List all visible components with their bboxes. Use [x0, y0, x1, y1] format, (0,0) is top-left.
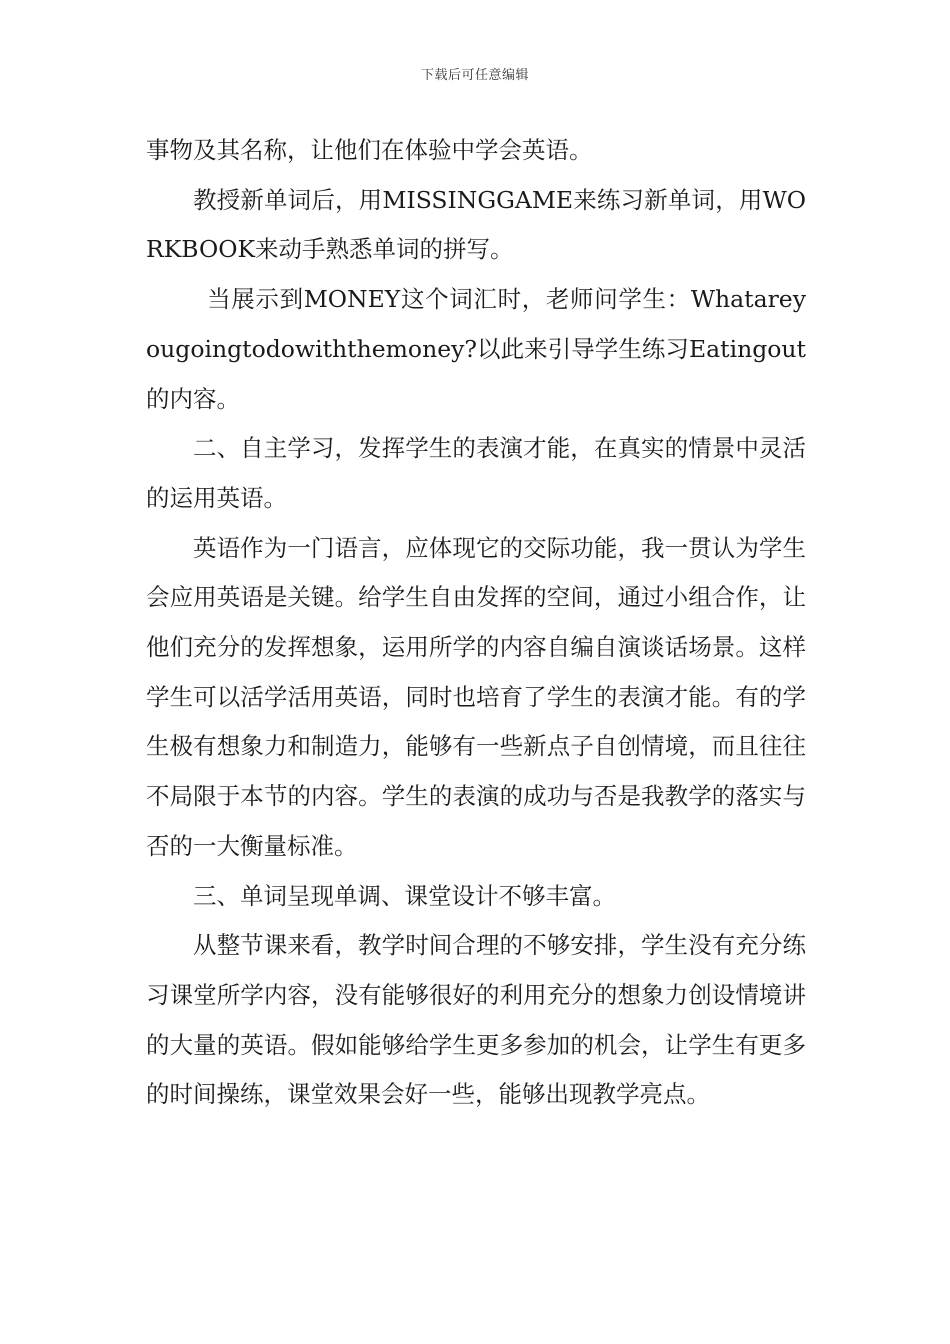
document-body	[146, 126, 806, 1120]
paragraph-lesson-review: 从整节课来看，教学时间合理的不够安排，学生没有充分练习课堂所学内容，没有能够很好的利用充分的想象力创设情境讲的大量的英语。假如能够给学生更多参加的机会，让学生有更多的时间操练，课堂效果会好一些，能够出现教学亮点。	[146, 931, 806, 1109]
paragraph-new-words: 教授新单词后，用MISSINGGAME来练习新单词，用WORKBOOK来动手熟悉单词的拼写。	[146, 185, 806, 264]
section-heading-3: 三、单词呈现单调、课堂设计不够丰富。	[193, 881, 616, 910]
paragraph-money-question: 当展示到MONEY这个词汇时，老师问学生：Whatareyougoingtodowiththemoney?以此来引导学生练习Eatingout的内容。	[146, 285, 806, 413]
section-heading-2: 二、自主学习，发挥学生的表演才能，在真实的情景中灵活的运用英语。	[146, 434, 806, 512]
page-header: 下载后可任意编辑	[420, 68, 529, 83]
paragraph-english-communication: 英语作为一门语言，应体现它的交际功能，我一贯认为学生会应用英语是关键。给学生自由发挥的空间，通过小组合作，让他们充分的发挥想象，运用所学的内容自编自演谈话场景。这样学生可以活学活用英语，同时也培育了学生的表演才能。有的学生极有想象力和制造力，能够有一些新点子自创情境，而且往往不局限于本节的内容。学生的表演的成功与否是我教学的落实与否的一大衡量标准。	[146, 533, 806, 860]
paragraph-continuation: 事物及其名称，让他们在体验中学会英语。	[146, 136, 593, 164]
